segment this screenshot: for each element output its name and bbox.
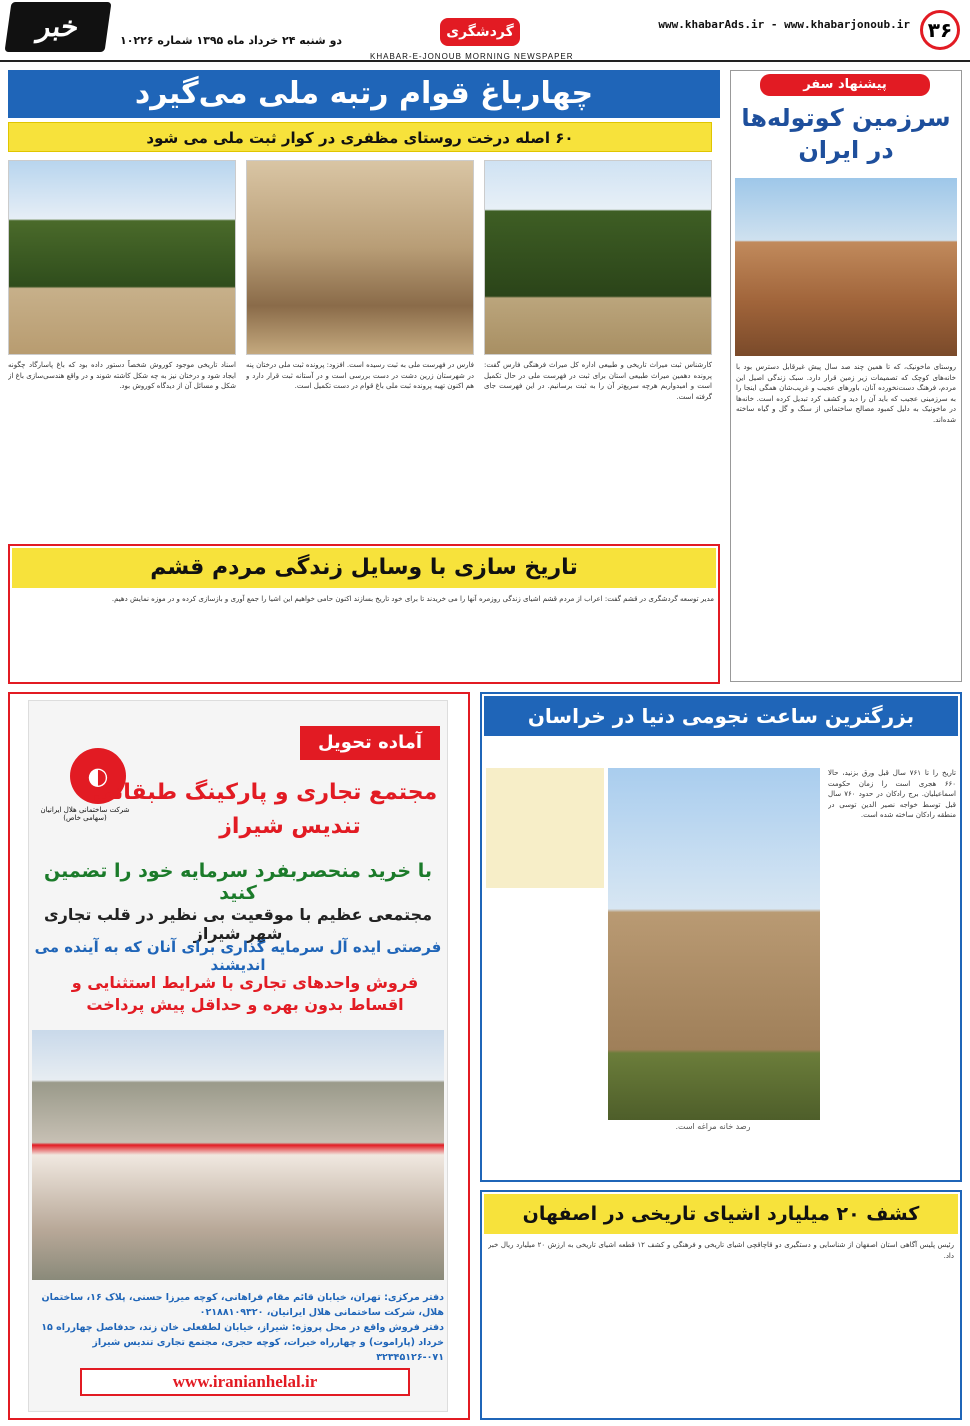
newspaper-logo: خبر xyxy=(4,2,111,52)
main-subheadline: ۶۰ اصله درخت روستای مظفری در کوار ثبت ملی می شود xyxy=(8,122,712,152)
helal-logo-icon: ◐ xyxy=(70,748,126,804)
qeshm-body: مدیر توسعه گردشگری در قشم گفت: اعراب از مردم قشم اشیای زندگی روزمره آنها را می خریدند تا برای خود تاریخ بسازند اکنون حامی خواهیم این اشیا را جمع آوری و بازسازی کرده و در موزه نمایش دهیم. xyxy=(111,595,714,603)
travel-title: سرزمین کوتوله‌ها در ایران xyxy=(741,104,951,164)
ad-address-1: دفتر مرکزی: تهران، خیابان قائم مقام فراهانی، کوچه میرزا حسنی، پلاک ۱۶، ساختمان هلال، شرکت ساختمانی هلال ایرانیان، ۰۲۱۸۸۱۰۹۳۲۰ xyxy=(41,1292,444,1318)
khorasan-caption: رصد خانه مراغه است. xyxy=(675,1122,751,1131)
khorasan-headline: بزرگترین ساعت نجومی دنیا در خراسان xyxy=(484,696,958,736)
main-headline: چهارباغ قوام رتبه ملی می‌گیرد xyxy=(8,70,720,118)
ad-headline-4: مجتمعی عظیم با موقعیت بی نظیر در قلب تجاری شهر شیراز xyxy=(43,905,433,943)
main-column-2: فارس در فهرست ملی به ثبت رسیده است. افزود: پرونده ثبت ملی درختان پنه در شهرستان زرین دشت در دست بررسی است و در آستانه ثبت قرار دارد و هم اکنون تهیه پرونده ثبت ملی باغ قوام در دست تکمیل است. xyxy=(246,361,474,390)
main-column-1: کارشناس ثبت میراث تاریخی و طبیعی اداره کل میراث فرهنگی فارس گفت: پرونده دهمین میراث طبیعی استان برای ثبت در فهرست ملی در حال تکمیل است و امیدواریم هرچه سریع‌تر آن را به ثبت برسانیم. در این فهرست جای گرفته است. xyxy=(484,361,712,401)
ad-company: شرکت ساختمانی هلال ایرانیان (سهامی خاص) xyxy=(40,806,130,822)
ad-headline-6: فروش واحدهای تجاری با شرایط استثنایی و اقساط بدون بهره و حداقل پیش پرداخت xyxy=(71,973,419,1014)
ad-website-link[interactable]: www.iranianhelal.ir xyxy=(80,1368,410,1396)
old-building-photo xyxy=(246,160,474,355)
ad-ready-badge: آماده تحویل xyxy=(300,726,440,760)
qeshm-headline: تاریخ سازی با وسایل زندگی مردم قشم xyxy=(12,548,716,588)
section-badge: گردشگری xyxy=(440,18,520,46)
site-urls[interactable]: www.khabarAds.ir - www.khabarjonoub.ir xyxy=(658,18,910,31)
ad-headline-5: فرصتی ایده آل سرمایه گذاری برای آنان که به آینده می اندیشند xyxy=(34,938,442,974)
cypress-alley-photo xyxy=(8,160,236,355)
page-number: ۳۶ xyxy=(920,10,960,50)
travel-body: روستای ماخونیک، که تا همین چند صد سال پیش غیرقابل دسترس بود با خانه‌های کوچک که تصمیمات زیر زمین قرار دارد. سبک زندگی اصیل این مردم، فرهنگ دست‌نخورده آنان، باورهای عجیب و غریب‌شان همگی اینجا را به سرزمینی عجیب که باید آن را دید و کشف کرد تبدیل کرده است. خانه‌ها در ماخونیک به دلیل کمبود مصالح ساختمانی از سنگ و گل و گیاه ساخته شده‌اند. xyxy=(736,363,956,424)
radkan-tower-photo xyxy=(608,768,820,1120)
garden-trees-photo xyxy=(484,160,712,355)
issue-date: دو شنبه ۲۴ خرداد ماه ۱۳۹۵ شماره ۱۰۲۲۶ xyxy=(120,34,343,47)
newspaper-name: KHABAR-E-JONOUB MORNING NEWSPAPER xyxy=(370,52,574,61)
ad-headline-1: مجتمع تجاری و پارکینگ طبقاتی xyxy=(92,780,438,805)
ad-address xyxy=(34,1290,444,1365)
isfahan-headline: کشف ۲۰ میلیارد اشیای تاریخی در اصفهان xyxy=(484,1194,958,1234)
main-column-3: اسناد تاریخی موجود کوروش شخصاً دستور داده بود که باغ پاسارگاد چگونه ایجاد شود و درختان نیز به چه شکل کاشته شوند و در واقع هندسی‌سازی باغ از شکل و مسائل آن از دیدگاه کوروش بود. xyxy=(8,361,236,390)
khorasan-body: تاریخ را تا ۷۶۱ سال قبل ورق بزنید، حالا ۶۶۰ هجری است را زمان حکومت اسماعیلیان. برج رادکان در حدود ۷۶۰ سال قبل توسط خواجه نصیر الدین توسی در منطقه رادکان ساخته شده است. xyxy=(828,769,956,819)
travel-tag: پیشنهاد سفر xyxy=(760,74,930,96)
ad-headline-3: با خرید منحصربفرد سرمایه خود را تضمین کنید xyxy=(43,860,433,904)
khorasan-highlight xyxy=(486,768,604,888)
isfahan-body: رئیس پلیس آگاهی استان اصفهان از شناسایی و دستگیری دو قاچاقچی اشیای تاریخی و فرهنگی و کشف ۱۲ قطعه اشیای تاریخی به ارزش ۲۰ میلیارد ریال خبر داد. xyxy=(488,1241,954,1260)
ad-headline-2: تندیس شیراز xyxy=(219,814,361,839)
makhunik-village-photo xyxy=(735,178,957,356)
ad-address-2: دفتر فروش واقع در محل پروژه: شیراز، خیابان لطفعلی خان زند، حدفاصل چهارراه ۱۵ خرداد (پاراموت) و چهارراه خیرات، کوچه حجری، مجتمع تجاری تندیس شیراز ۰۷۱-۳۲۳۴۵۱۲۶ xyxy=(41,1322,444,1363)
ad-building-photo xyxy=(32,1030,444,1280)
